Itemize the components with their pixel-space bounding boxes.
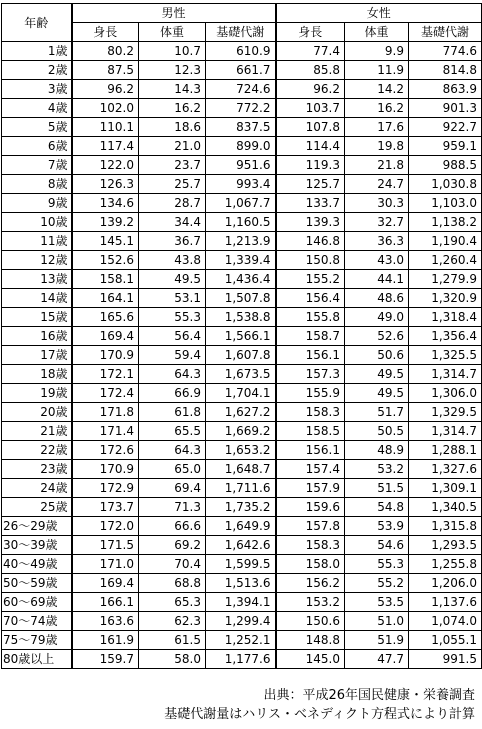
male-height-cell: 152.6 (72, 251, 139, 270)
male-weight-cell: 71.3 (139, 498, 206, 517)
female-bmr-cell: 1,314.7 (409, 422, 482, 441)
table-row (2, 498, 482, 517)
female-bmr-cell: 1,030.8 (409, 175, 482, 194)
male-bmr-cell: 1,648.7 (206, 460, 276, 479)
female-height-cell: 139.3 (276, 213, 345, 232)
table-row (2, 61, 482, 80)
table-row (2, 384, 482, 403)
age-cell: 8歳 (2, 175, 72, 194)
table-row (2, 251, 482, 270)
male-height-cell: 126.3 (72, 175, 139, 194)
female-weight-cell: 17.6 (345, 118, 409, 137)
female-height-cell: 146.8 (276, 232, 345, 251)
age-cell: 7歳 (2, 156, 72, 175)
female-height-cell: 157.4 (276, 460, 345, 479)
female-bmr-cell: 1,288.1 (409, 441, 482, 460)
age-cell: 14歳 (2, 289, 72, 308)
male-bmr-cell: 661.7 (206, 61, 276, 80)
male-height-cell: 102.0 (72, 99, 139, 118)
female-height-cell: 155.8 (276, 308, 345, 327)
male-weight-cell: 55.3 (139, 308, 206, 327)
female-bmr-cell: 922.7 (409, 118, 482, 137)
male-bmr-cell: 899.0 (206, 137, 276, 156)
female-height-cell: 158.7 (276, 327, 345, 346)
table-row (2, 346, 482, 365)
female-weight-cell: 48.6 (345, 289, 409, 308)
age-cell: 24歳 (2, 479, 72, 498)
male-height-cell: 163.6 (72, 612, 139, 631)
male-weight-cell: 36.7 (139, 232, 206, 251)
female-bmr-cell: 1,137.6 (409, 593, 482, 612)
female-height-cell: 103.7 (276, 99, 345, 118)
female-bmr-cell: 1,055.1 (409, 631, 482, 650)
male-weight-cell: 18.6 (139, 118, 206, 137)
female-weight-cell: 54.6 (345, 536, 409, 555)
male-weight-cell: 69.2 (139, 536, 206, 555)
female-weight-cell: 11.9 (345, 61, 409, 80)
age-cell: 70〜74歳 (2, 612, 72, 631)
male-bmr-cell: 993.4 (206, 175, 276, 194)
table-row (2, 327, 482, 346)
female-weight-cell: 51.5 (345, 479, 409, 498)
female-height-cell: 107.8 (276, 118, 345, 137)
source-note: 出典：平成26年国民健康・栄養調査 (263, 688, 475, 703)
female-bmr-cell: 1,103.0 (409, 194, 482, 213)
female-height-cell: 158.3 (276, 403, 345, 422)
male-bmr-cell: 1,669.2 (206, 422, 276, 441)
male-weight-cell: 65.3 (139, 593, 206, 612)
male-weight-cell: 70.4 (139, 555, 206, 574)
male-height-cell: 172.1 (72, 365, 139, 384)
female-weight-cell: 19.8 (345, 137, 409, 156)
female-weight-cell: 21.8 (345, 156, 409, 175)
table-row (2, 99, 482, 118)
female-height-cell: 153.2 (276, 593, 345, 612)
male-height-cell: 173.7 (72, 498, 139, 517)
female-bmr-cell: 1,309.1 (409, 479, 482, 498)
female-weight-cell: 48.9 (345, 441, 409, 460)
male-bmr-cell: 1,673.5 (206, 365, 276, 384)
male-bmr-cell: 1,160.5 (206, 213, 276, 232)
age-cell: 25歳 (2, 498, 72, 517)
male-bmr-cell: 1,252.1 (206, 631, 276, 650)
female-weight-cell: 14.2 (345, 80, 409, 99)
table-row (2, 175, 482, 194)
table-row (2, 270, 482, 289)
female-weight-cell: 53.5 (345, 593, 409, 612)
age-cell: 20歳 (2, 403, 72, 422)
male-height-cell: 172.0 (72, 517, 139, 536)
male-weight-cell: 12.3 (139, 61, 206, 80)
male-weight-cell: 49.5 (139, 270, 206, 289)
male-weight-cell: 68.8 (139, 574, 206, 593)
age-cell: 2歳 (2, 61, 72, 80)
female-weight-cell: 53.9 (345, 517, 409, 536)
table-row (2, 213, 482, 232)
age-cell: 13歳 (2, 270, 72, 289)
male-weight-cell: 59.4 (139, 346, 206, 365)
male-height-cell: 158.1 (72, 270, 139, 289)
male-bmr-cell: 610.9 (206, 42, 276, 61)
female-weight-cell: 50.5 (345, 422, 409, 441)
female-weight-cell: 55.3 (345, 555, 409, 574)
female-weight-cell: 44.1 (345, 270, 409, 289)
male-bmr-cell: 1,653.2 (206, 441, 276, 460)
male-bmr-cell: 1,711.6 (206, 479, 276, 498)
female-bmr-cell: 1,315.8 (409, 517, 482, 536)
female-weight-cell: 52.6 (345, 327, 409, 346)
female-height-cell: 159.6 (276, 498, 345, 517)
female-weight-cell: 51.7 (345, 403, 409, 422)
male-weight-cell: 56.4 (139, 327, 206, 346)
female-height-cell: 157.3 (276, 365, 345, 384)
table-row (2, 118, 482, 137)
male-height-header: 身長 (72, 23, 139, 42)
male-height-cell: 169.4 (72, 327, 139, 346)
female-height-cell: 77.4 (276, 42, 345, 61)
table-row (2, 137, 482, 156)
female-bmr-cell: 774.6 (409, 42, 482, 61)
female-bmr-cell: 1,318.4 (409, 308, 482, 327)
table-row (2, 156, 482, 175)
male-weight-header: 体重 (139, 23, 206, 42)
male-bmr-cell: 1,538.8 (206, 308, 276, 327)
age-cell: 4歳 (2, 99, 72, 118)
female-weight-cell: 54.8 (345, 498, 409, 517)
male-height-cell: 145.1 (72, 232, 139, 251)
male-weight-cell: 16.2 (139, 99, 206, 118)
male-weight-cell: 34.4 (139, 213, 206, 232)
male-height-cell: 117.4 (72, 137, 139, 156)
female-weight-cell: 43.0 (345, 251, 409, 270)
female-bmr-cell: 959.1 (409, 137, 482, 156)
age-cell: 75〜79歳 (2, 631, 72, 650)
female-bmr-cell: 1,340.5 (409, 498, 482, 517)
female-weight-cell: 16.2 (345, 99, 409, 118)
table-row (2, 80, 482, 99)
male-bmr-cell: 772.2 (206, 99, 276, 118)
age-cell: 30〜39歳 (2, 536, 72, 555)
male-height-cell: 172.6 (72, 441, 139, 460)
table-row (2, 422, 482, 441)
female-weight-cell: 36.3 (345, 232, 409, 251)
female-weight-cell: 49.0 (345, 308, 409, 327)
table-row (2, 232, 482, 251)
age-cell: 19歳 (2, 384, 72, 403)
female-bmr-cell: 1,074.0 (409, 612, 482, 631)
male-bmr-cell: 837.5 (206, 118, 276, 137)
female-bmr-cell: 1,138.2 (409, 213, 482, 232)
female-weight-cell: 30.3 (345, 194, 409, 213)
female-weight-cell: 47.7 (345, 650, 409, 669)
age-cell: 40〜49歳 (2, 555, 72, 574)
female-bmr-header: 基礎代謝 (409, 23, 482, 42)
male-weight-cell: 61.8 (139, 403, 206, 422)
female-height-cell: 119.3 (276, 156, 345, 175)
female-height-cell: 156.1 (276, 346, 345, 365)
table-row (2, 631, 482, 650)
female-bmr-cell: 1,190.4 (409, 232, 482, 251)
female-bmr-cell: 1,325.5 (409, 346, 482, 365)
female-bmr-cell: 901.3 (409, 99, 482, 118)
age-cell: 60〜69歳 (2, 593, 72, 612)
female-bmr-cell: 1,306.0 (409, 384, 482, 403)
female-height-cell: 145.0 (276, 650, 345, 669)
male-weight-cell: 64.3 (139, 365, 206, 384)
female-height-cell: 157.9 (276, 479, 345, 498)
male-weight-cell: 65.5 (139, 422, 206, 441)
male-height-cell: 134.6 (72, 194, 139, 213)
table-body (2, 42, 482, 669)
male-weight-cell: 28.7 (139, 194, 206, 213)
female-height-header: 身長 (276, 23, 345, 42)
age-cell: 5歳 (2, 118, 72, 137)
age-cell: 22歳 (2, 441, 72, 460)
female-height-cell: 158.3 (276, 536, 345, 555)
male-height-cell: 171.0 (72, 555, 139, 574)
female-height-cell: 158.5 (276, 422, 345, 441)
male-weight-cell: 10.7 (139, 42, 206, 61)
age-cell: 9歳 (2, 194, 72, 213)
male-height-cell: 164.1 (72, 289, 139, 308)
male-height-cell: 171.4 (72, 422, 139, 441)
male-group-header: 男性 (72, 4, 276, 23)
table-row (2, 517, 482, 536)
female-height-cell: 158.0 (276, 555, 345, 574)
female-bmr-cell: 1,206.0 (409, 574, 482, 593)
table-row (2, 479, 482, 498)
age-cell: 3歳 (2, 80, 72, 99)
age-cell: 18歳 (2, 365, 72, 384)
table-row (2, 555, 482, 574)
female-weight-cell: 24.7 (345, 175, 409, 194)
age-cell: 16歳 (2, 327, 72, 346)
female-bmr-cell: 1,260.4 (409, 251, 482, 270)
male-height-cell: 166.1 (72, 593, 139, 612)
male-bmr-cell: 1,339.4 (206, 251, 276, 270)
female-height-cell: 155.9 (276, 384, 345, 403)
table-row (2, 365, 482, 384)
male-bmr-cell: 1,067.7 (206, 194, 276, 213)
male-weight-cell: 23.7 (139, 156, 206, 175)
male-bmr-cell: 1,649.9 (206, 517, 276, 536)
female-bmr-cell: 988.5 (409, 156, 482, 175)
table-row (2, 194, 482, 213)
male-bmr-cell: 1,704.1 (206, 384, 276, 403)
age-cell: 1歳 (2, 42, 72, 61)
male-height-cell: 171.5 (72, 536, 139, 555)
female-height-cell: 133.7 (276, 194, 345, 213)
female-bmr-cell: 1,279.9 (409, 270, 482, 289)
header-row-groups (2, 4, 482, 23)
female-height-cell: 148.8 (276, 631, 345, 650)
male-height-cell: 170.9 (72, 460, 139, 479)
male-bmr-cell: 1,177.6 (206, 650, 276, 669)
female-bmr-cell: 1,327.6 (409, 460, 482, 479)
male-height-cell: 172.9 (72, 479, 139, 498)
male-weight-cell: 25.7 (139, 175, 206, 194)
table-row (2, 289, 482, 308)
male-height-cell: 170.9 (72, 346, 139, 365)
male-height-cell: 96.2 (72, 80, 139, 99)
female-bmr-cell: 1,293.5 (409, 536, 482, 555)
age-cell: 26〜29歳 (2, 517, 72, 536)
male-height-cell: 171.8 (72, 403, 139, 422)
male-bmr-cell: 1,607.8 (206, 346, 276, 365)
table-row (2, 403, 482, 422)
male-weight-cell: 14.3 (139, 80, 206, 99)
male-weight-cell: 43.8 (139, 251, 206, 270)
female-weight-cell: 51.9 (345, 631, 409, 650)
age-cell: 23歳 (2, 460, 72, 479)
male-height-cell: 122.0 (72, 156, 139, 175)
female-weight-cell: 50.6 (345, 346, 409, 365)
age-column-header: 年齢 (2, 4, 72, 42)
male-weight-cell: 66.9 (139, 384, 206, 403)
female-height-cell: 156.2 (276, 574, 345, 593)
female-height-cell: 96.2 (276, 80, 345, 99)
female-height-cell: 114.4 (276, 137, 345, 156)
male-height-cell: 110.1 (72, 118, 139, 137)
age-cell: 21歳 (2, 422, 72, 441)
table-row (2, 536, 482, 555)
male-bmr-cell: 1,507.8 (206, 289, 276, 308)
female-weight-cell: 49.5 (345, 365, 409, 384)
female-height-cell: 85.8 (276, 61, 345, 80)
female-bmr-cell: 1,314.7 (409, 365, 482, 384)
female-height-cell: 156.4 (276, 289, 345, 308)
female-weight-cell: 51.0 (345, 612, 409, 631)
male-bmr-cell: 1,642.6 (206, 536, 276, 555)
male-bmr-header: 基礎代謝 (206, 23, 276, 42)
female-weight-cell: 53.2 (345, 460, 409, 479)
table-row (2, 650, 482, 669)
male-height-cell: 169.4 (72, 574, 139, 593)
male-weight-cell: 58.0 (139, 650, 206, 669)
age-cell: 12歳 (2, 251, 72, 270)
age-cell: 17歳 (2, 346, 72, 365)
male-height-cell: 80.2 (72, 42, 139, 61)
male-weight-cell: 53.1 (139, 289, 206, 308)
calculation-note: 基礎代謝量はハリス・ベネディクト方程式により計算 (164, 707, 475, 722)
female-bmr-cell: 863.9 (409, 80, 482, 99)
male-weight-cell: 62.3 (139, 612, 206, 631)
male-bmr-cell: 1,213.9 (206, 232, 276, 251)
header-row-columns (2, 23, 482, 42)
female-bmr-cell: 814.8 (409, 61, 482, 80)
bmr-table (1, 3, 482, 669)
female-weight-cell: 9.9 (345, 42, 409, 61)
female-weight-header: 体重 (345, 23, 409, 42)
male-weight-cell: 69.4 (139, 479, 206, 498)
female-bmr-cell: 1,329.5 (409, 403, 482, 422)
male-bmr-cell: 1,436.4 (206, 270, 276, 289)
male-height-cell: 165.6 (72, 308, 139, 327)
table-row (2, 612, 482, 631)
age-cell: 11歳 (2, 232, 72, 251)
male-bmr-cell: 1,599.5 (206, 555, 276, 574)
male-weight-cell: 61.5 (139, 631, 206, 650)
table-row (2, 308, 482, 327)
male-weight-cell: 65.0 (139, 460, 206, 479)
female-height-cell: 157.8 (276, 517, 345, 536)
male-height-cell: 159.7 (72, 650, 139, 669)
age-cell: 80歳以上 (2, 650, 72, 669)
female-weight-cell: 55.2 (345, 574, 409, 593)
male-bmr-cell: 724.6 (206, 80, 276, 99)
female-bmr-cell: 991.5 (409, 650, 482, 669)
table-row (2, 441, 482, 460)
age-cell: 50〜59歳 (2, 574, 72, 593)
table-row (2, 574, 482, 593)
bmr-table-container (1, 3, 482, 669)
male-bmr-cell: 1,299.4 (206, 612, 276, 631)
male-bmr-cell: 1,627.2 (206, 403, 276, 422)
female-height-cell: 125.7 (276, 175, 345, 194)
male-weight-cell: 21.0 (139, 137, 206, 156)
male-weight-cell: 64.3 (139, 441, 206, 460)
female-weight-cell: 49.5 (345, 384, 409, 403)
male-height-cell: 161.9 (72, 631, 139, 650)
female-height-cell: 156.1 (276, 441, 345, 460)
footer (164, 686, 475, 724)
female-bmr-cell: 1,320.9 (409, 289, 482, 308)
female-weight-cell: 32.7 (345, 213, 409, 232)
age-cell: 6歳 (2, 137, 72, 156)
male-height-cell: 139.2 (72, 213, 139, 232)
male-bmr-cell: 1,513.6 (206, 574, 276, 593)
female-height-cell: 155.2 (276, 270, 345, 289)
female-height-cell: 150.6 (276, 612, 345, 631)
table-row (2, 460, 482, 479)
male-bmr-cell: 1,394.1 (206, 593, 276, 612)
age-cell: 15歳 (2, 308, 72, 327)
male-height-cell: 87.5 (72, 61, 139, 80)
male-bmr-cell: 1,566.1 (206, 327, 276, 346)
male-bmr-cell: 951.6 (206, 156, 276, 175)
age-cell: 10歳 (2, 213, 72, 232)
male-bmr-cell: 1,735.2 (206, 498, 276, 517)
table-row (2, 42, 482, 61)
table-row (2, 593, 482, 612)
female-group-header: 女性 (276, 4, 482, 23)
female-height-cell: 150.8 (276, 251, 345, 270)
male-weight-cell: 66.6 (139, 517, 206, 536)
female-bmr-cell: 1,356.4 (409, 327, 482, 346)
female-bmr-cell: 1,255.8 (409, 555, 482, 574)
male-height-cell: 172.4 (72, 384, 139, 403)
